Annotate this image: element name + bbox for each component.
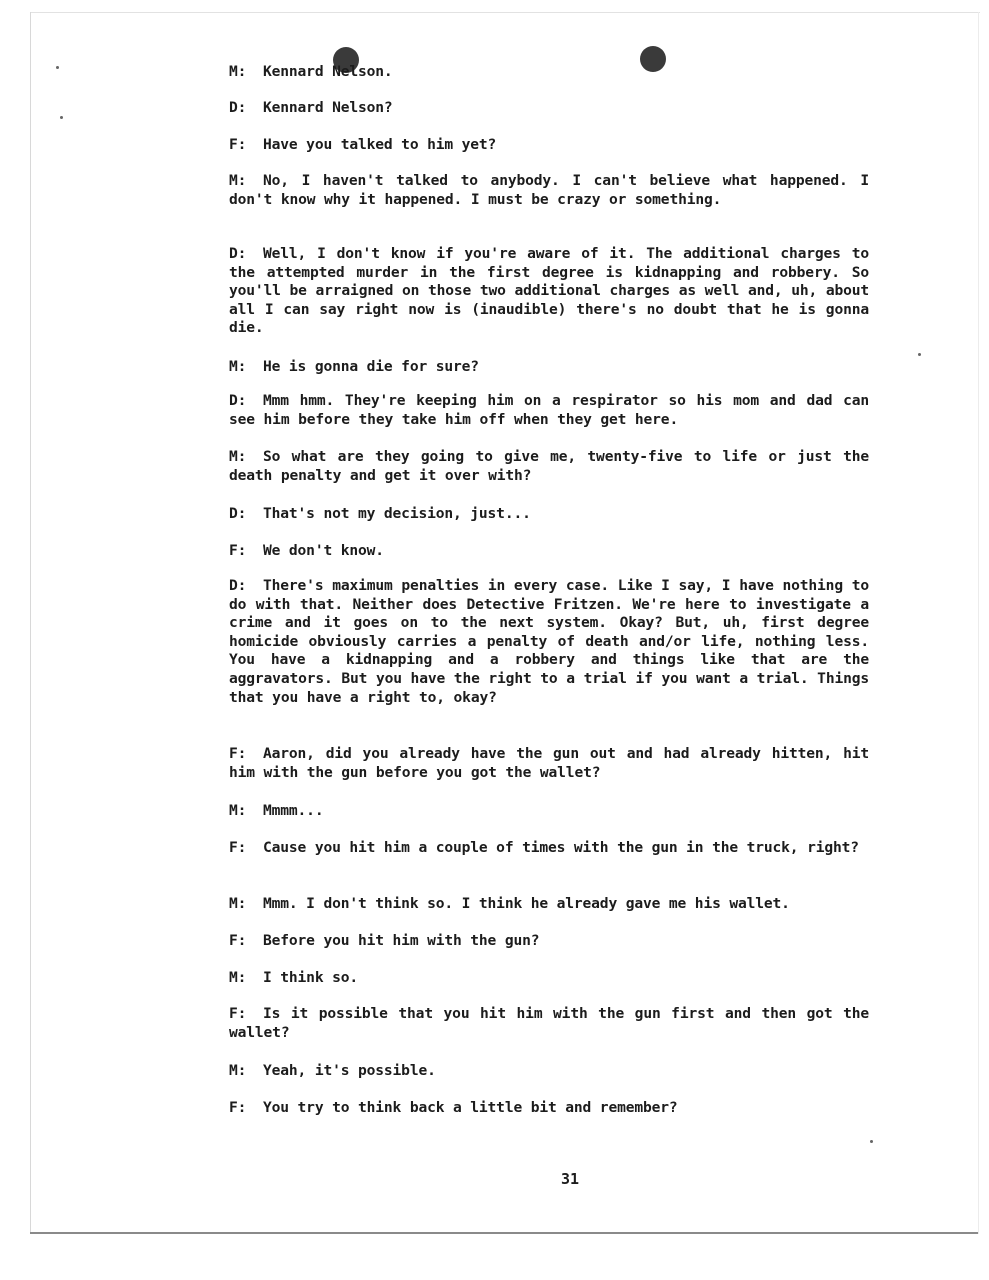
speaker-label: F: <box>229 542 247 559</box>
dialogue-text: Mmmm... <box>263 802 324 819</box>
dialogue-line <box>229 542 869 561</box>
dialogue-line <box>229 895 869 914</box>
speaker-label: M: <box>229 969 247 986</box>
dialogue-text: There's maximum penalties in every case. Like I say, I have nothing to do with that. Neither does Detective Fritzen. We're here to investigate a crime and it goes on to the next system. Okay? But, uh, first degree homicide obviously carries a penalty of death and/or life, nothing less. You have a kidnapping and a robbery and things like that are the aggravators. But you have the right to a trial if you want a trial. Things that you have a right to, okay? <box>229 577 869 706</box>
speaker-label: F: <box>229 1005 247 1022</box>
speaker-label: F: <box>229 932 247 949</box>
dialogue-line <box>229 448 869 485</box>
speaker-label: M: <box>229 172 247 189</box>
dialogue-text: I think so. <box>263 969 358 986</box>
dialogue-text: You try to think back a little bit and remember? <box>263 1099 678 1116</box>
speaker-label: M: <box>229 63 247 80</box>
dialogue-line <box>229 63 869 82</box>
speaker-label: M: <box>229 895 247 912</box>
dialogue-line <box>229 839 869 858</box>
speaker-label: M: <box>229 448 247 465</box>
page-number: 31 <box>560 1170 580 1188</box>
speaker-label: M: <box>229 1062 247 1079</box>
dialogue-text: Mmm. I don't think so. I think he already gave me his wallet. <box>263 895 790 912</box>
speaker-label: D: <box>229 577 247 594</box>
speaker-label: D: <box>229 392 247 409</box>
speaker-label: D: <box>229 99 247 116</box>
dialogue-text: That's not my decision, just... <box>263 505 531 522</box>
speaker-label: F: <box>229 136 247 153</box>
dialogue-text: Well, I don't know if you're aware of it. The additional charges to the attempted murder in the first degree is kidnapping and robbery. So you'll be arraigned on those two additional charges as well and, uh, about all I can say right now is (inaudible) there's no doubt that he is gonna die. <box>229 245 869 337</box>
dialogue-line <box>229 99 869 118</box>
speaker-label: M: <box>229 358 247 375</box>
dialogue-text: So what are they going to give me, twenty-five to life or just the death penalty and get it over with? <box>229 448 869 484</box>
scan-speck <box>56 66 59 69</box>
dialogue-line <box>229 1005 869 1042</box>
speaker-label: D: <box>229 245 247 262</box>
dialogue-line <box>229 577 869 707</box>
dialogue-text: Mmm hmm. They're keeping him on a respirator so his mom and dad can see him before they take him off when they get here. <box>229 392 869 428</box>
dialogue-text: He is gonna die for sure? <box>263 358 479 375</box>
speaker-label: M: <box>229 802 247 819</box>
dialogue-line <box>229 358 869 377</box>
dialogue-line <box>229 969 869 988</box>
dialogue-text: Cause you hit him a couple of times with the gun in the truck, right? <box>263 839 859 856</box>
dialogue-text: No, I haven't talked to anybody. I can't believe what happened. I don't know why it happened. I must be crazy or something. <box>229 172 869 208</box>
dialogue-line <box>229 802 869 821</box>
page-edge-bottom <box>30 1232 978 1234</box>
dialogue-line <box>229 1099 869 1118</box>
scan-speck <box>870 1140 873 1143</box>
dialogue-text: Kennard Nelson. <box>263 63 393 80</box>
dialogue-line <box>229 1062 869 1081</box>
dialogue-text: Have you talked to him yet? <box>263 136 497 153</box>
dialogue-line <box>229 745 869 782</box>
speaker-label: D: <box>229 505 247 522</box>
dialogue-line <box>229 392 869 429</box>
dialogue-line <box>229 932 869 951</box>
dialogue-text: We don't know. <box>263 542 384 559</box>
dialogue-line <box>229 505 869 524</box>
page-edge-top <box>30 12 980 13</box>
dialogue-line <box>229 245 869 338</box>
dialogue-text: Kennard Nelson? <box>263 99 393 116</box>
dialogue-line <box>229 172 869 209</box>
dialogue-text: Is it possible that you hit him with the gun first and then got the wallet? <box>229 1005 869 1041</box>
scan-speck <box>918 353 921 356</box>
scan-speck <box>60 116 63 119</box>
dialogue-line <box>229 136 869 155</box>
page-edge-left <box>30 12 31 1234</box>
dialogue-text: Yeah, it's possible. <box>263 1062 436 1079</box>
dialogue-text: Before you hit him with the gun? <box>263 932 540 949</box>
page-edge-right <box>978 12 979 1234</box>
speaker-label: F: <box>229 745 247 762</box>
dialogue-text: Aaron, did you already have the gun out and had already hitten, hit him with the gun before you got the wallet? <box>229 745 869 781</box>
speaker-label: F: <box>229 1099 247 1116</box>
speaker-label: F: <box>229 839 247 856</box>
